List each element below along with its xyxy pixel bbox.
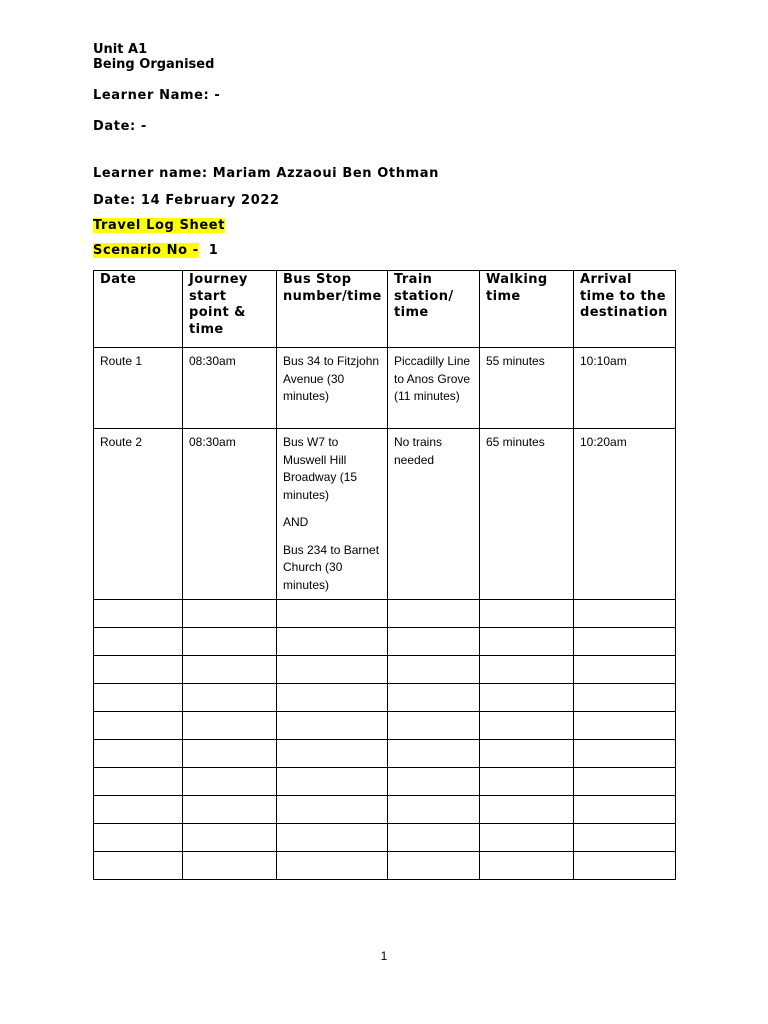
empty-cell (277, 852, 388, 880)
page-number: 1 (380, 949, 388, 963)
empty-cell (388, 768, 480, 796)
empty-cell (574, 656, 676, 684)
scenario-line (93, 243, 218, 258)
empty-cell (277, 796, 388, 824)
cell-train: Piccadilly Line to Anos Grove (11 minutes) (388, 348, 480, 429)
column-header-arrival-time: Arrival time to the destination (574, 271, 676, 348)
cell-bus (277, 429, 388, 600)
empty-table-row (94, 740, 676, 768)
learner-name-blank: Learner Name: - (93, 88, 221, 103)
cell-arrival: 10:20am (574, 429, 676, 600)
empty-cell (94, 656, 183, 684)
empty-cell (183, 656, 277, 684)
cell-walking: 55 minutes (480, 348, 574, 429)
empty-cell (574, 796, 676, 824)
column-header-date: Date (94, 271, 183, 348)
empty-cell (480, 628, 574, 656)
empty-cell (480, 684, 574, 712)
empty-cell (574, 684, 676, 712)
empty-cell (94, 796, 183, 824)
empty-cell (94, 628, 183, 656)
empty-cell (388, 796, 480, 824)
empty-cell (574, 852, 676, 880)
empty-cell (388, 712, 480, 740)
empty-cell (94, 768, 183, 796)
empty-cell (480, 712, 574, 740)
empty-cell (480, 656, 574, 684)
empty-cell (277, 824, 388, 852)
empty-table-row (94, 852, 676, 880)
empty-table-row (94, 656, 676, 684)
empty-cell (277, 740, 388, 768)
learner-name: Learner name: Mariam Azzaoui Ben Othman (93, 166, 439, 181)
cell-date: Route 2 (94, 429, 183, 600)
column-header-bus-stop: Bus Stop number/time (277, 271, 388, 348)
table-row (94, 348, 676, 429)
travel-log-table (93, 270, 676, 880)
bus-detail: Bus 34 to Fitzjohn Avenue (30 minutes) (283, 354, 380, 403)
empty-table-row (94, 628, 676, 656)
empty-table-row (94, 796, 676, 824)
empty-table-row (94, 600, 676, 628)
column-header-train-station: Train station/ time (388, 271, 480, 348)
unit-heading: Unit A1 (93, 42, 148, 57)
cell-date: Route 1 (94, 348, 183, 429)
empty-cell (94, 824, 183, 852)
empty-cell (277, 600, 388, 628)
empty-cell (277, 684, 388, 712)
empty-cell (183, 684, 277, 712)
cell-bus (277, 348, 388, 429)
empty-cell (388, 600, 480, 628)
empty-cell (94, 712, 183, 740)
empty-cell (183, 628, 277, 656)
cell-walking: 65 minutes (480, 429, 574, 600)
empty-cell (388, 824, 480, 852)
empty-cell (277, 712, 388, 740)
cell-start: 08:30am (183, 348, 277, 429)
empty-cell (183, 824, 277, 852)
unit-subject: Being Organised (93, 57, 215, 72)
empty-cell (574, 824, 676, 852)
empty-cell (94, 600, 183, 628)
empty-cell (480, 824, 574, 852)
empty-cell (183, 740, 277, 768)
empty-cell (574, 768, 676, 796)
scenario-number: 1 (208, 243, 219, 258)
table-header-row (94, 271, 676, 348)
scenario-label: Scenario No - (93, 243, 199, 258)
empty-cell (388, 628, 480, 656)
empty-cell (183, 712, 277, 740)
empty-cell (183, 796, 277, 824)
cell-arrival: 10:10am (574, 348, 676, 429)
empty-cell (388, 656, 480, 684)
table-row (94, 429, 676, 600)
empty-cell (277, 768, 388, 796)
empty-cell (574, 712, 676, 740)
empty-cell (574, 628, 676, 656)
empty-cell (388, 740, 480, 768)
empty-cell (480, 768, 574, 796)
column-header-walking-time: Walking time (480, 271, 574, 348)
empty-cell (480, 600, 574, 628)
empty-cell (388, 684, 480, 712)
travel-log-title-line (93, 218, 225, 233)
empty-cell (183, 600, 277, 628)
empty-cell (183, 768, 277, 796)
cell-start: 08:30am (183, 429, 277, 600)
bus-detail: Bus W7 to Muswell Hill Broadway (15 minutes) (283, 435, 358, 502)
empty-cell (480, 740, 574, 768)
bus-detail: Bus 234 to Barnet Church (30 minutes) (283, 542, 380, 592)
empty-table-row (94, 768, 676, 796)
cell-train: No trains needed (388, 429, 480, 600)
empty-table-row (94, 824, 676, 852)
bus-detail: AND (283, 515, 309, 529)
empty-cell (277, 656, 388, 684)
empty-cell (94, 684, 183, 712)
empty-cell (183, 852, 277, 880)
empty-cell (574, 740, 676, 768)
column-header-journey-start: Journey start point & time (183, 271, 277, 348)
empty-cell (388, 852, 480, 880)
empty-table-row (94, 712, 676, 740)
empty-cell (480, 796, 574, 824)
empty-table-row (94, 684, 676, 712)
empty-cell (277, 628, 388, 656)
empty-cell (480, 852, 574, 880)
empty-cell (94, 740, 183, 768)
document-date: Date: 14 February 2022 (93, 193, 280, 208)
empty-cell (94, 852, 183, 880)
travel-log-title: Travel Log Sheet (93, 218, 226, 233)
date-blank: Date: - (93, 119, 147, 134)
empty-cell (574, 600, 676, 628)
